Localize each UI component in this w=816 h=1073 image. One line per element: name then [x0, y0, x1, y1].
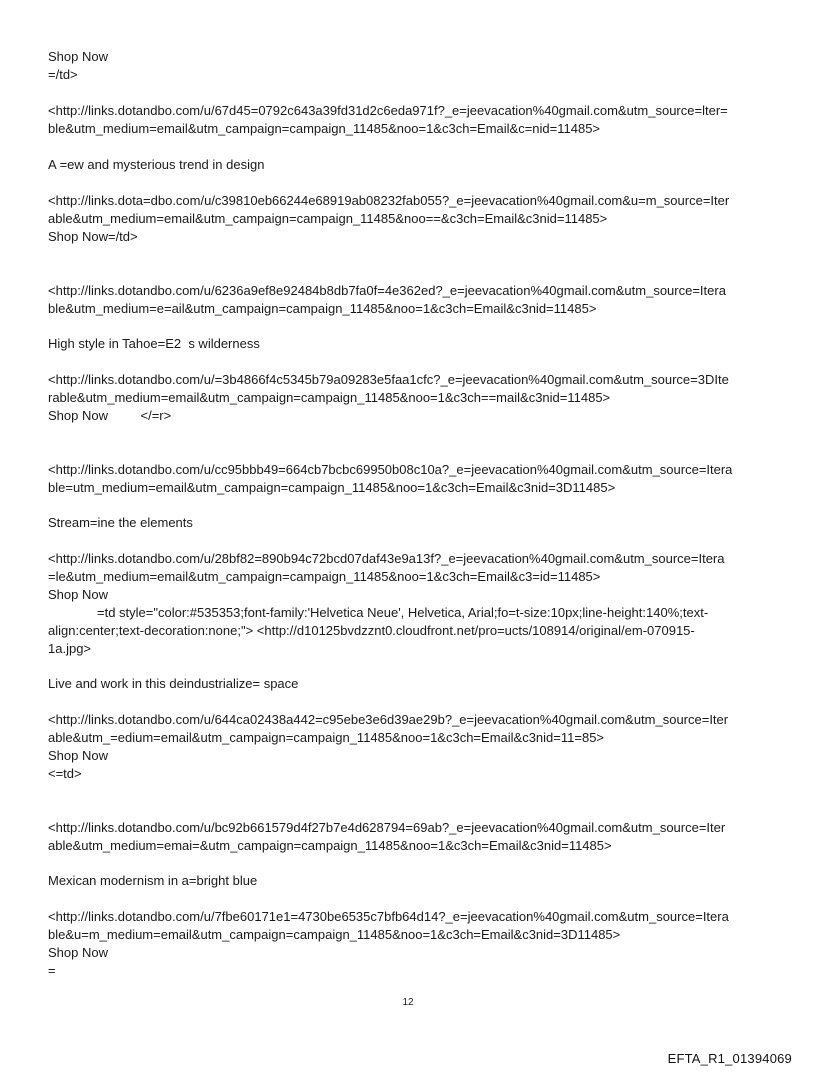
- text-line: =: [48, 963, 56, 978]
- text-line: A =ew and mysterious trend in design: [48, 157, 265, 172]
- text-line: Stream=ine the elements: [48, 515, 193, 530]
- text-line: =le&utm_medium=email&utm_campaign=campaign_11485&noo=1&c3ch=Email&c3=id=11485>: [48, 569, 601, 584]
- text-line: ble&utm_medium=email&utm_campaign=campaign_11485&noo=1&c3ch=Email&c=nid=11485>: [48, 121, 601, 136]
- text-line: <http://links.dotandbo.com/u/28bf82=890b94c72bcd07daf43e9a13f?_e=jeevacation%40gmail.com&utm_source=Itera: [48, 551, 725, 566]
- text-line: High style in Tahoe=E2 s wilderness: [48, 336, 260, 351]
- text-line: able&utm_=edium=email&utm_campaign=campaign_11485&noo=1&c3ch=Email&c3nid=11=85>: [48, 730, 605, 745]
- text-line: rable&utm_medium=email&utm_campaign=campaign_11485&noo=1&c3ch==mail&c3nid=11485>: [48, 390, 611, 405]
- text-line: able&utm_medium=emai=&utm_campaign=campaign_11485&noo=1&c3ch=Email&c3nid=11485>: [48, 838, 612, 853]
- text-line: <http://links.dotandbo.com/u/bc92b661579d4f27b7e4d628794=69ab?_e=jeevacation%40gmail.com&utm_source=Iter: [48, 820, 726, 835]
- text-line: =/td>: [48, 67, 78, 82]
- text-line: <http://links.dotandbo.com/u/cc95bbb49=664cb7bcbc69950b08c10a?_e=jeevacation%40gmail.com&utm_source=Itera: [48, 462, 733, 477]
- text-line: align:center;text-decoration:none;"> <http://d10125bvdzznt0.cloudfront.net/pro=ucts/108914/original/em-070915-: [48, 623, 695, 638]
- text-line: ble&u=m_medium=email&utm_campaign=campaign_11485&noo=1&c3ch=Email&c3nid=3D11485>: [48, 927, 621, 942]
- text-line: Shop Now: [48, 49, 108, 64]
- text-line: <http://links.dotandbo.com/u/6236a9ef8e92484b8db7fa0f=4e362ed?_e=jeevacation%40gmail.com&utm_source=Itera: [48, 283, 726, 298]
- text-line: =td style="color:#535353;font-family:'Helvetica Neue', Helvetica, Arial;fo=t-size:10px;line-height:140%;text-: [97, 605, 709, 620]
- text-line: <http://links.dota=dbo.com/u/c39810eb66244e68919ab08232fab055?_e=jeevacation%40gmail.com&u=m_source=Iter: [48, 193, 730, 208]
- text-line: Shop Now: [48, 945, 108, 960]
- text-line: <http://links.dotandbo.com/u/7fbe60171e1=4730be6535c7bfb64d14?_e=jeevacation%40gmail.com&utm_source=Itera: [48, 909, 729, 924]
- text-line: <http://links.dotandbo.com/u/67d45=0792c643a39fd31d2c6eda971f?_e=jeevacation%40gmail.com&utm_source=lter=: [48, 103, 728, 118]
- text-line: <http://links.dotandbo.com/u/644ca02438a442=c95ebe3e6d39ae29b?_e=jeevacation%40gmail.com&utm_source=Iter: [48, 712, 729, 727]
- text-line: Shop Now=/td>: [48, 229, 138, 244]
- text-line: <http://links.dotandbo.com/u/=3b4866f4c5345b79a09283e5faa1cfc?_e=jeevacation%40gmail.com&utm_source=3DIte: [48, 372, 729, 387]
- text-line: Shop Now: [48, 748, 108, 763]
- text-line: Shop Now: [48, 587, 108, 602]
- text-line: ble&utm_medium=e=ail&utm_campaign=campaign_11485&noo=1&c3ch=Email&c3nid=11485>: [48, 301, 597, 316]
- page-number: 12: [402, 997, 414, 1008]
- text-line: Shop Now </=r>: [48, 408, 172, 423]
- text-line: <=td>: [48, 766, 82, 781]
- text-line: 1a.jpg>: [48, 641, 92, 656]
- text-line: able&utm_medium=email&utm_campaign=campaign_11485&noo==&c3ch=Email&c3nid=11485>: [48, 211, 608, 226]
- text-line: Live and work in this deindustrialize= space: [48, 676, 299, 691]
- text-line: Mexican modernism in a=bright blue: [48, 873, 258, 888]
- text-line: ble=utm_medium=email&utm_campaign=campaign_11485&noo=1&c3ch=Email&c3nid=3D11485>: [48, 480, 616, 495]
- document-id-stamp: EFTA_R1_01394069: [667, 1051, 792, 1066]
